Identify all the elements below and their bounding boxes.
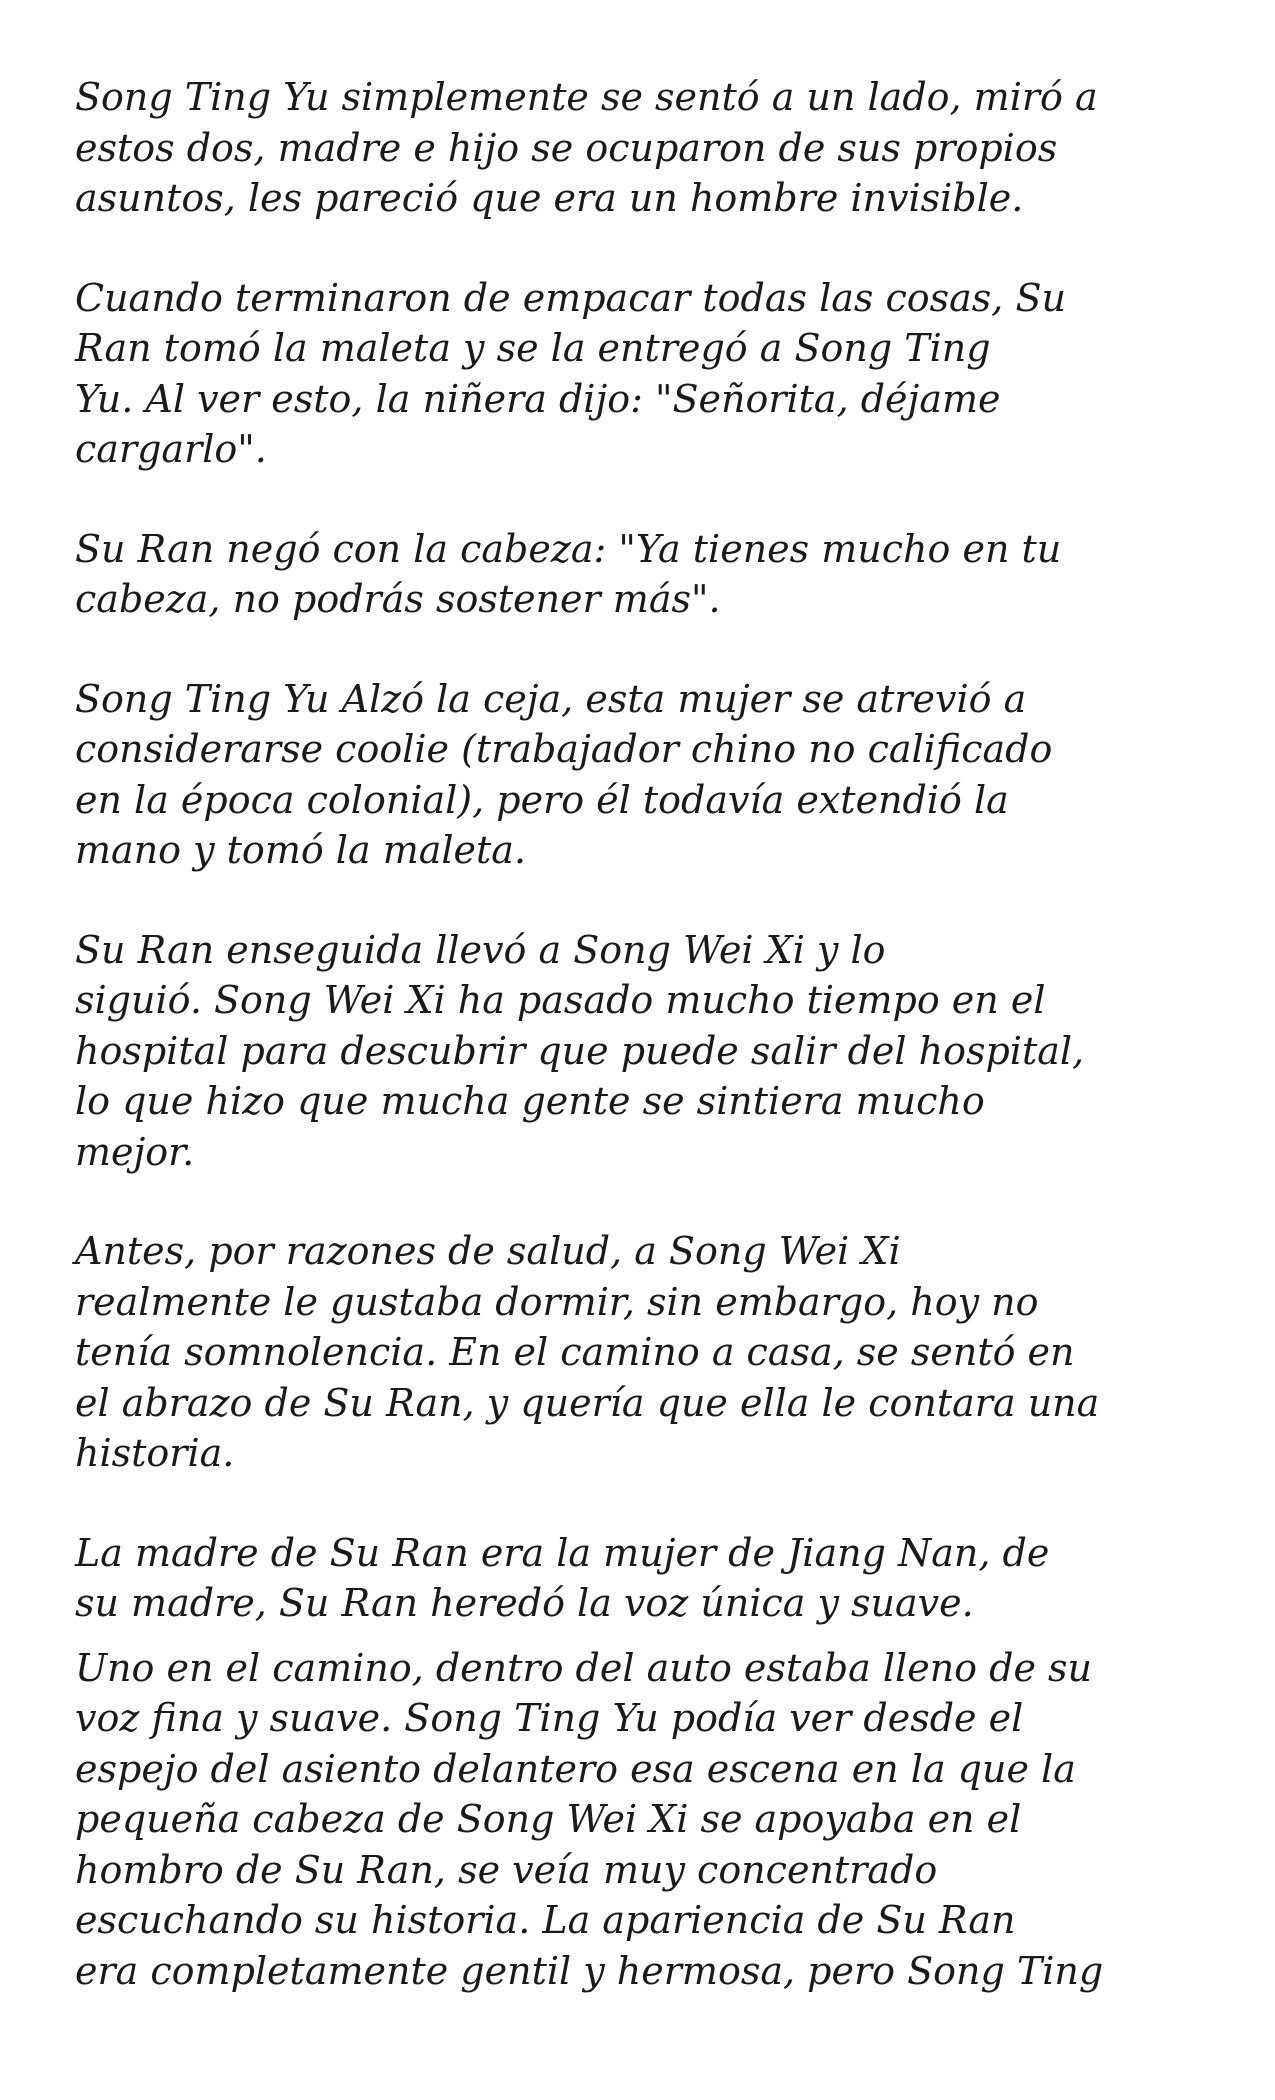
paragraph-7: La madre de Su Ran era la mujer de Jiang Nan, de su madre, Su Ran heredó la voz única y suave. — [75, 1530, 1050, 1625]
paragraph-5: Su Ran enseguida llevó a Song Wei Xi y lo siguió. Song Wei Xi ha pasado mucho tiempo en el hospital para descubrir que puede salir del hospital, lo que hizo que mucha gente se sintiera mucho mejor. — [75, 927, 1085, 1174]
paragraph-1: Song Ting Yu simplemente se sentó a un lado, miró a estos dos, madre e hijo se ocuparon de sus propios asuntos, les pareció que era un hombre invisible. — [75, 75, 1098, 220]
paragraph-3: Su Ran negó con la cabeza: "Ya tienes mucho en tu cabeza, no podrás sostener más". — [75, 526, 1062, 621]
paragraph-8: Uno en el camino, dentro del auto estaba lleno de su voz fina y suave. Song Ting Yu podía ver desde el espejo del asiento delantero esa escena en la que la pequeña cabeza de Song Wei Xi se apoyaba en el hombro de Su Ran, se veía muy concentrado escuchando su historia. La apariencia de Su Ran era completamente gentil y hermosa, pero Song Ting — [75, 1645, 1104, 1993]
paragraph-4: Song Ting Yu Alzó la ceja, esta mujer se atrevió a considerarse coolie (trabajador chino no calificado en la época colonial), pero él todavía extendió la mano y tomó la maleta. — [75, 676, 1053, 872]
paragraph-2: Cuando terminaron de empacar todas las cosas, Su Ran tomó la maleta y se la entregó a Song Ting Yu. Al ver esto, la niñera dijo: "Señorita, déjame cargarlo". — [75, 275, 1066, 471]
document-page — [75, 72, 1215, 1996]
paragraph-6: Antes, por razones de salud, a Song Wei Xi realmente le gustaba dormir, sin embargo, hoy no tenía somnolencia. En el camino a casa, se sentó en el abrazo de Su Ran, y quería que ella le contara una historia. — [75, 1229, 1100, 1475]
